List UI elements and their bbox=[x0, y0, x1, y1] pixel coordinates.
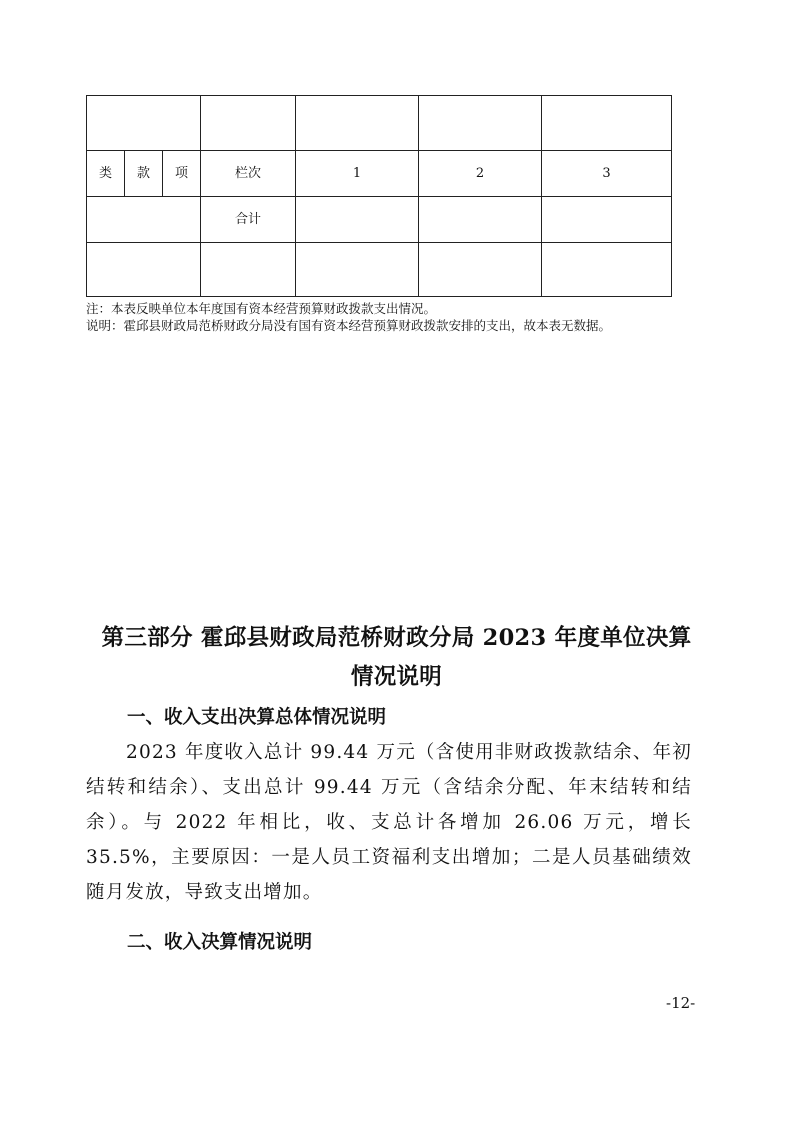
table-cell bbox=[87, 96, 201, 151]
explanation-text: 说明：霍邱县财政局范桥财政分局没有国有资本经营预算财政拨款安排的支出，故本表无数据。 bbox=[86, 318, 612, 333]
table-cell bbox=[419, 96, 542, 151]
header-col-3: 3 bbox=[542, 151, 672, 197]
table-cell bbox=[87, 197, 201, 243]
overview-paragraph: 2023 年度收入总计 99.44 万元（含使用非财政拨款结余、年初结转和结余）、支出总计 99.44 万元（含结余分配、年末结转和结余）。与 2022 年相比，收、支总计各增加 26.06 万元，增长 35.5%，主要原因：一是人员工资福利支出增加；二是人员基础绩效随月发放，导致支出增加。 bbox=[86, 742, 692, 903]
table-cell bbox=[296, 243, 419, 297]
table-cell bbox=[201, 243, 296, 297]
header-col-2: 2 bbox=[419, 151, 542, 197]
budget-table bbox=[86, 95, 672, 297]
total-label: 合计 bbox=[201, 197, 296, 243]
section-title-line-2: 情况说明 bbox=[350, 664, 443, 690]
section-title-line-1: 第三部分 霍邱县财政局范桥财政分局 2023 年度单位决算 bbox=[101, 625, 692, 651]
header-col-1: 1 bbox=[296, 151, 419, 197]
table-row-blank-bottom bbox=[87, 243, 672, 297]
table-cell bbox=[201, 96, 296, 151]
note-text: 注：本表反映单位本年度国有资本经营预算财政拨款支出情况。 bbox=[86, 301, 437, 316]
table-cell bbox=[419, 243, 542, 297]
header-lanci: 栏次 bbox=[201, 151, 296, 197]
heading-income-expenditure-overview: 一、收入支出决算总体情况说明 bbox=[127, 707, 387, 728]
table-notes bbox=[86, 300, 686, 334]
table-header-row bbox=[87, 151, 672, 197]
table-cell bbox=[296, 96, 419, 151]
header-kuan: 款 bbox=[125, 151, 163, 197]
table-cell bbox=[542, 243, 672, 297]
table-row-blank-top bbox=[87, 96, 672, 151]
table-total-row bbox=[87, 197, 672, 243]
table-cell bbox=[419, 197, 542, 243]
heading-income-details: 二、收入决算情况说明 bbox=[127, 932, 313, 953]
table-cell bbox=[542, 197, 672, 243]
table-cell bbox=[296, 197, 419, 243]
page-number: -12- bbox=[666, 994, 696, 1012]
header-xiang: 项 bbox=[163, 151, 201, 197]
table-cell bbox=[87, 243, 201, 297]
header-lei: 类 bbox=[87, 151, 125, 197]
table-cell bbox=[542, 96, 672, 151]
